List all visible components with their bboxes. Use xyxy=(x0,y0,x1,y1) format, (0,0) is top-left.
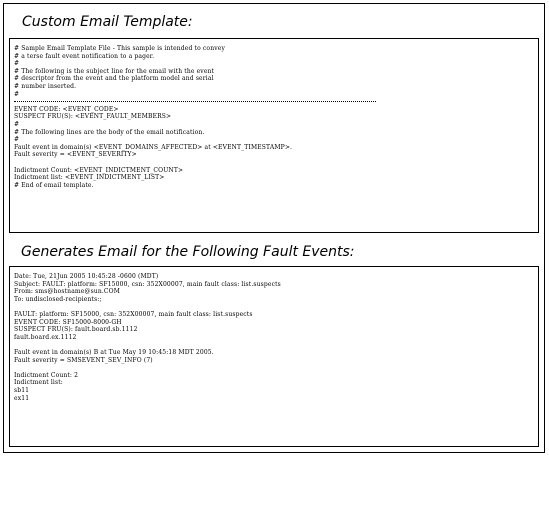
code-line: Fault severity = <EVENT_SEVERITY> xyxy=(14,151,137,159)
code-line: fault.board.ex.1112 xyxy=(14,333,77,341)
code-line: SUSPECT FRU(S): <EVENT_FAULT_MEMBERS> xyxy=(14,113,172,121)
template-code-box xyxy=(9,38,539,233)
code-line: Indictment list: xyxy=(14,379,63,387)
code-line: sb11 xyxy=(14,386,30,394)
code-line xyxy=(14,341,281,349)
code-line: # The following lines are the body of the email notification. xyxy=(14,128,205,136)
code-line: EVENT CODE: SF15000-8000-GH xyxy=(14,318,122,326)
template-code-lines xyxy=(14,45,292,189)
code-line: # xyxy=(14,120,20,128)
generated-section-title: Generates Email for the Following Fault Events: xyxy=(21,244,355,260)
code-line: # descriptor from the event and the platform model and serial xyxy=(14,75,214,83)
code-line: # xyxy=(14,136,20,144)
code-line: # a terse fault event notification to a pager. xyxy=(14,52,155,60)
generated-email-box xyxy=(9,266,539,447)
code-line: Indictment Count: <EVENT_INDICTMENT_COUNT> xyxy=(14,166,184,174)
code-line: Fault event in domain(s) B at Tue May 19 10:45:18 MDT 2005. xyxy=(14,348,214,356)
code-line: # xyxy=(14,90,20,98)
code-line: To: undisclosed-recipients:; xyxy=(14,295,102,303)
generated-email-lines xyxy=(14,273,281,402)
code-line: From: sms@hostname@sun.COM xyxy=(14,288,121,296)
code-line: # xyxy=(14,60,20,68)
code-line: FAULT: platform: SF15000, csn: 352X00007, main fault class: list.suspects xyxy=(14,310,253,318)
code-line: # Sample Email Template File - This sample is intended to convey xyxy=(14,45,225,52)
code-line: EVENT CODE: <EVENT_CODE> xyxy=(14,105,119,113)
code-line: Fault severity = SMSEVENT_SEV_INFO (7) xyxy=(14,356,153,364)
code-line: # End of email template. xyxy=(14,181,94,189)
separator-rule xyxy=(14,98,292,106)
code-line: Indictment list: <EVENT_INDICTMENT_LIST> xyxy=(14,174,165,182)
code-line: Date: Tue, 21Jun 2005 10:45:28 -0600 (MDT) xyxy=(14,273,159,280)
code-line xyxy=(14,303,281,311)
code-line xyxy=(14,364,281,372)
code-line: Indictment Count: 2 xyxy=(14,371,79,379)
code-line: Fault event in domain(s) <EVENT_DOMAINS_AFFECTED> at <EVENT_TIMESTAMP>. xyxy=(14,143,293,151)
code-line: ex11 xyxy=(14,394,30,402)
code-line: SUSPECT FRU(S): fault.board.sb.1112 xyxy=(14,326,138,334)
code-line xyxy=(14,159,292,167)
code-line: # number inserted. xyxy=(14,82,77,90)
code-line: # The following is the subject line for the email with the event xyxy=(14,67,215,75)
code-line: Subject: FAULT: platform: SF15000, csn: 352X00007, main fault class: list.suspects xyxy=(14,280,281,288)
template-section-title: Custom Email Template: xyxy=(22,14,193,30)
